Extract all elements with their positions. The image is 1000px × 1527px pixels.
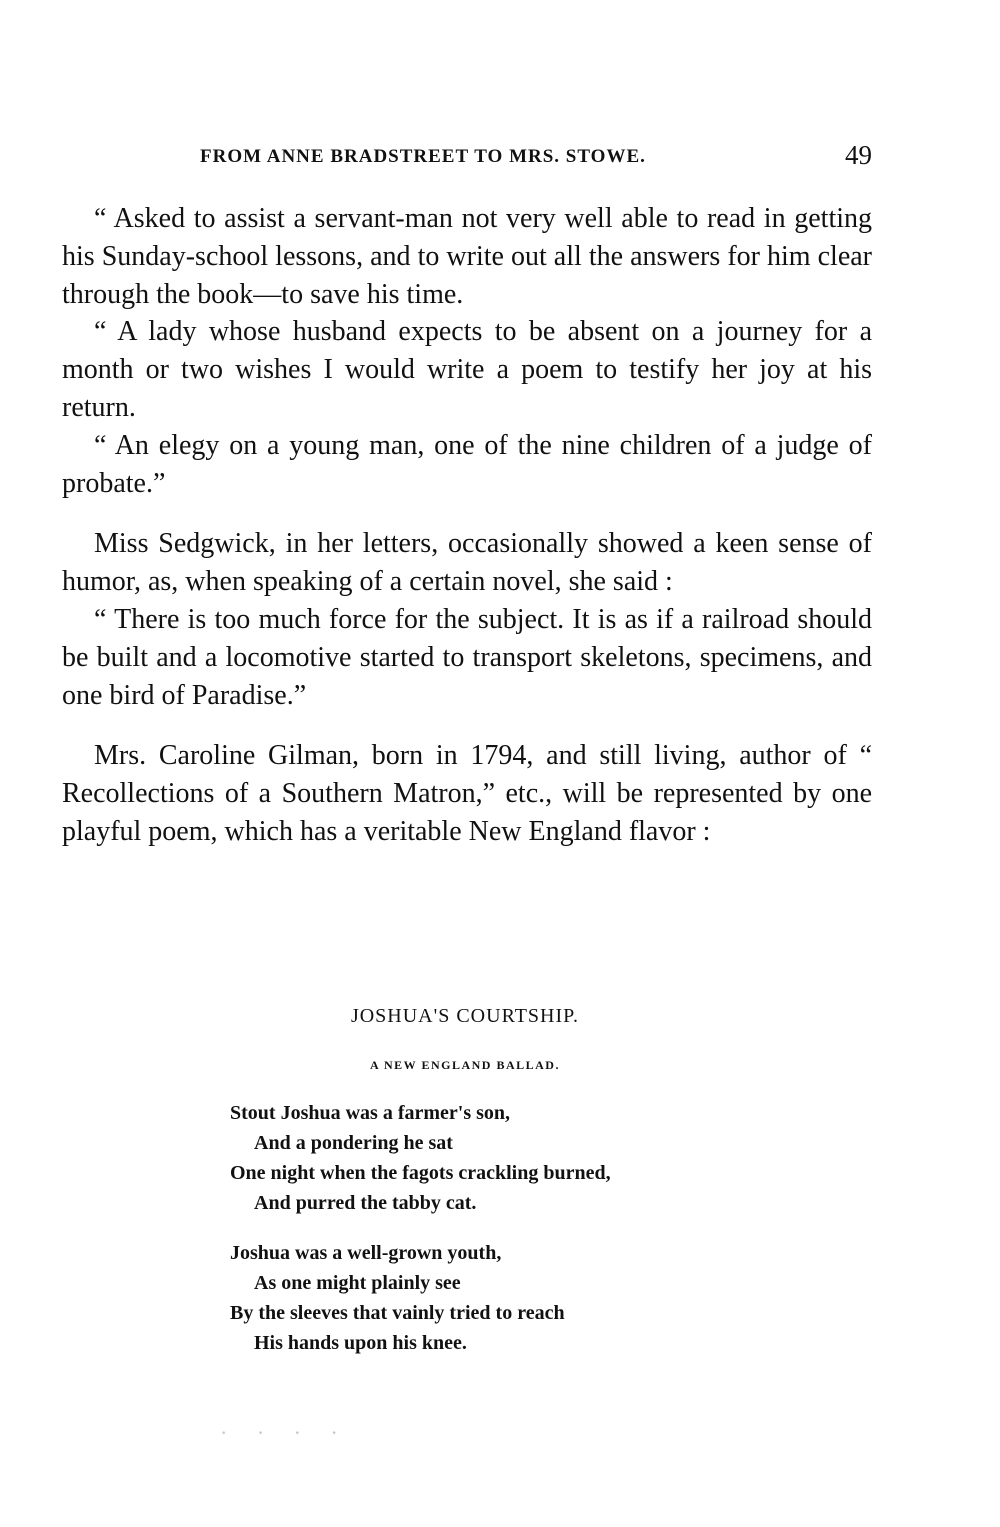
poem-stanza [230, 1098, 790, 1218]
poem-title: JOSHUA'S COURTSHIP. [350, 1005, 580, 1027]
paragraph: “ Asked to assist a servant-man not very well able to read in getting his Sunday-school lessons, and to write out all the answers for him clear through the book—to save his time. [62, 203, 872, 310]
running-head [62, 140, 872, 172]
running-title: FROM ANNE BRADSTREET TO MRS. STOWE. [200, 146, 646, 167]
page-number: 49 [845, 140, 872, 170]
paragraph: “ An elegy on a young man, one of the nine children of a judge of probate.” [62, 429, 872, 499]
poem-line: Stout Joshua was a farmer's son, [230, 1102, 511, 1124]
poem-line: As one might plainly see [254, 1272, 461, 1294]
paragraph: Mrs. Caroline Gilman, born in 1794, and still living, author of “ Recollections of a Southern Matron,” etc., will be represented by one playful poem, which has a veritable New England flavor : [62, 740, 872, 847]
poem-stanza [230, 1238, 790, 1358]
poem-line: Joshua was a well-grown youth, [230, 1242, 502, 1264]
poem-line: By the sleeves that vainly tried to reach [230, 1302, 565, 1324]
paragraph: “ A lady whose husband expects to be absent on a journey for a month or two wishes I would write a poem to testify her joy at his return. [62, 316, 872, 423]
poem-subtitle: A NEW ENGLAND BALLAD. [370, 1058, 560, 1072]
scan-bleed-through: · · · · [220, 1420, 350, 1445]
body-text [62, 200, 872, 851]
poem-line: One night when the fagots crackling burned, [230, 1162, 611, 1184]
poem-line: And purred the tabby cat. [254, 1192, 477, 1214]
paragraph: Miss Sedgwick, in her letters, occasionally showed a keen sense of humor, as, when speaking of a certain novel, she said : [62, 528, 872, 598]
paragraph: “ There is too much force for the subject. It is as if a railroad should be built and a locomotive started to transport skeletons, specimens, and one bird of Paradise.” [62, 603, 872, 711]
poem-line: His hands upon his knee. [254, 1332, 467, 1354]
poem-line: And a pondering he sat [254, 1132, 453, 1154]
